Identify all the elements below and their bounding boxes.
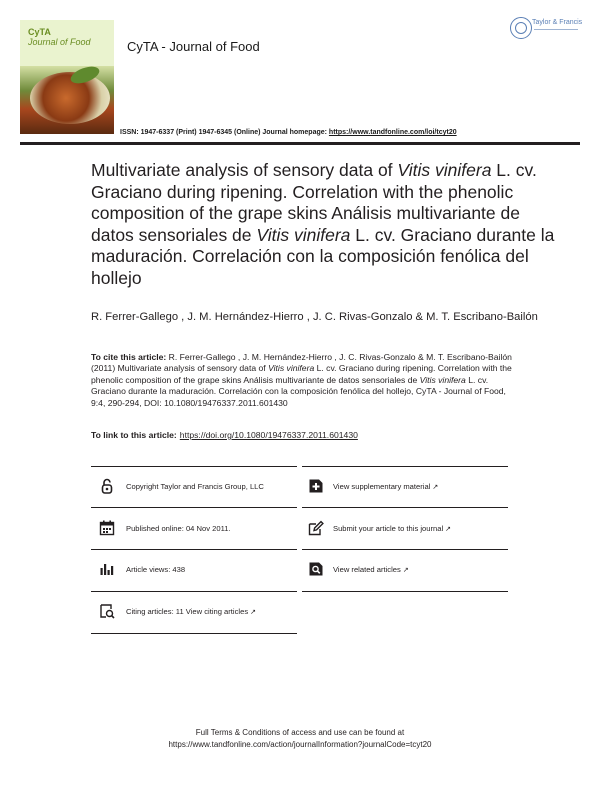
divider [302,591,508,592]
divider [302,549,508,550]
citing-articles-link[interactable]: Citing articles: 11 View citing articles ↗ [126,607,256,616]
issn-text: ISSN: 1947-6337 (Print) 1947-6345 (Online) Journal homepage: [120,129,327,136]
issn-line [120,129,457,136]
link-line [91,430,358,440]
view-supplementary-link[interactable]: View supplementary material ↗ [333,482,439,491]
cite-label: To cite this article: [91,352,167,362]
external-link-icon: ↗ [432,484,439,491]
external-link-icon: ↗ [402,567,409,574]
related-articles-link[interactable]: View related articles ↗ [333,565,409,574]
footer-terms-link[interactable]: https://www.tandfonline.com/action/journalInformation?journalCode=tcyt20 [168,739,432,749]
journal-cover-image [20,20,114,134]
doi-url-link[interactable]: https://doi.org/10.1080/19476337.2011.601430 [179,430,358,440]
divider [91,549,297,550]
divider [91,466,297,467]
link-label: To link to this article: [91,430,177,440]
footer [0,727,600,750]
article-title: Multivariate analysis of sensory data of Vitis vinifera L. cv. Graciano during ripening. Correlation with the phenolic composition of the grape skins Análisis multivariante de datos sensoriales de Vitis vinifera L. cv. Graciano durante la maduración. Correlación con la composición fenólica del hollejo [91,160,555,288]
published-date: Published online: 04 Nov 2011. [126,524,231,533]
article-authors: R. Ferrer-Gallego , J. M. Hernández-Hierro , J. C. Rivas-Gonzalo & M. T. Escribano-Bailón [91,311,538,323]
supplementary-plus-icon [308,478,324,494]
cover-title: Journal of Food [28,37,91,47]
divider [91,591,297,592]
publisher-logo [510,17,586,41]
cover-brand: CyTA [28,27,51,37]
article-views: Article views: 438 [126,565,186,574]
divider [302,507,508,508]
copyright-text: Copyright Taylor and Francis Group, LLC [126,482,264,491]
submit-pencil-icon [308,520,324,536]
divider [302,466,508,467]
bar-chart-icon [99,561,115,577]
open-access-lock-icon [99,478,115,494]
calendar-icon [99,520,115,536]
external-link-icon: ↗ [445,526,452,533]
citing-articles-icon [99,603,115,619]
submit-article-link[interactable]: Submit your article to this journal ↗ [333,524,452,533]
citation-block: To cite this article: R. Ferrer-Gallego , J. M. Hernández-Hierro , J. C. Rivas-Gonzalo & M. T. Escribano-Bailón (2011) Multivariate analysis of sensory data of Vitis vinifera L. cv. Graciano during ripening. Correlation with the phenolic composition of the grape skins Análisis multivariante de datos sensoriales de Vitis vinifera L. cv. Graciano durante la maduración. Correlación con la composición fenólica del hollejo, CyTA - Journal of Food, 9:4, 290-294, DOI: 10.1080/19476337.2011.601430 [91,352,512,408]
divider [91,507,297,508]
journal-name: CyTA - Journal of Food [127,39,260,54]
footer-terms-text: Full Terms & Conditions of access and use can be found at [195,728,405,737]
publisher-logo-text: Taylor & Francis [532,19,583,26]
external-link-icon: ↗ [250,609,256,616]
header-rule [20,142,580,145]
journal-homepage-link[interactable]: https://www.tandfonline.com/loi/tcyt20 [328,129,457,136]
doi-link[interactable]: 10.1080/19476337.2011.601430 [164,397,288,408]
related-articles-icon [308,561,324,577]
divider [91,633,297,634]
